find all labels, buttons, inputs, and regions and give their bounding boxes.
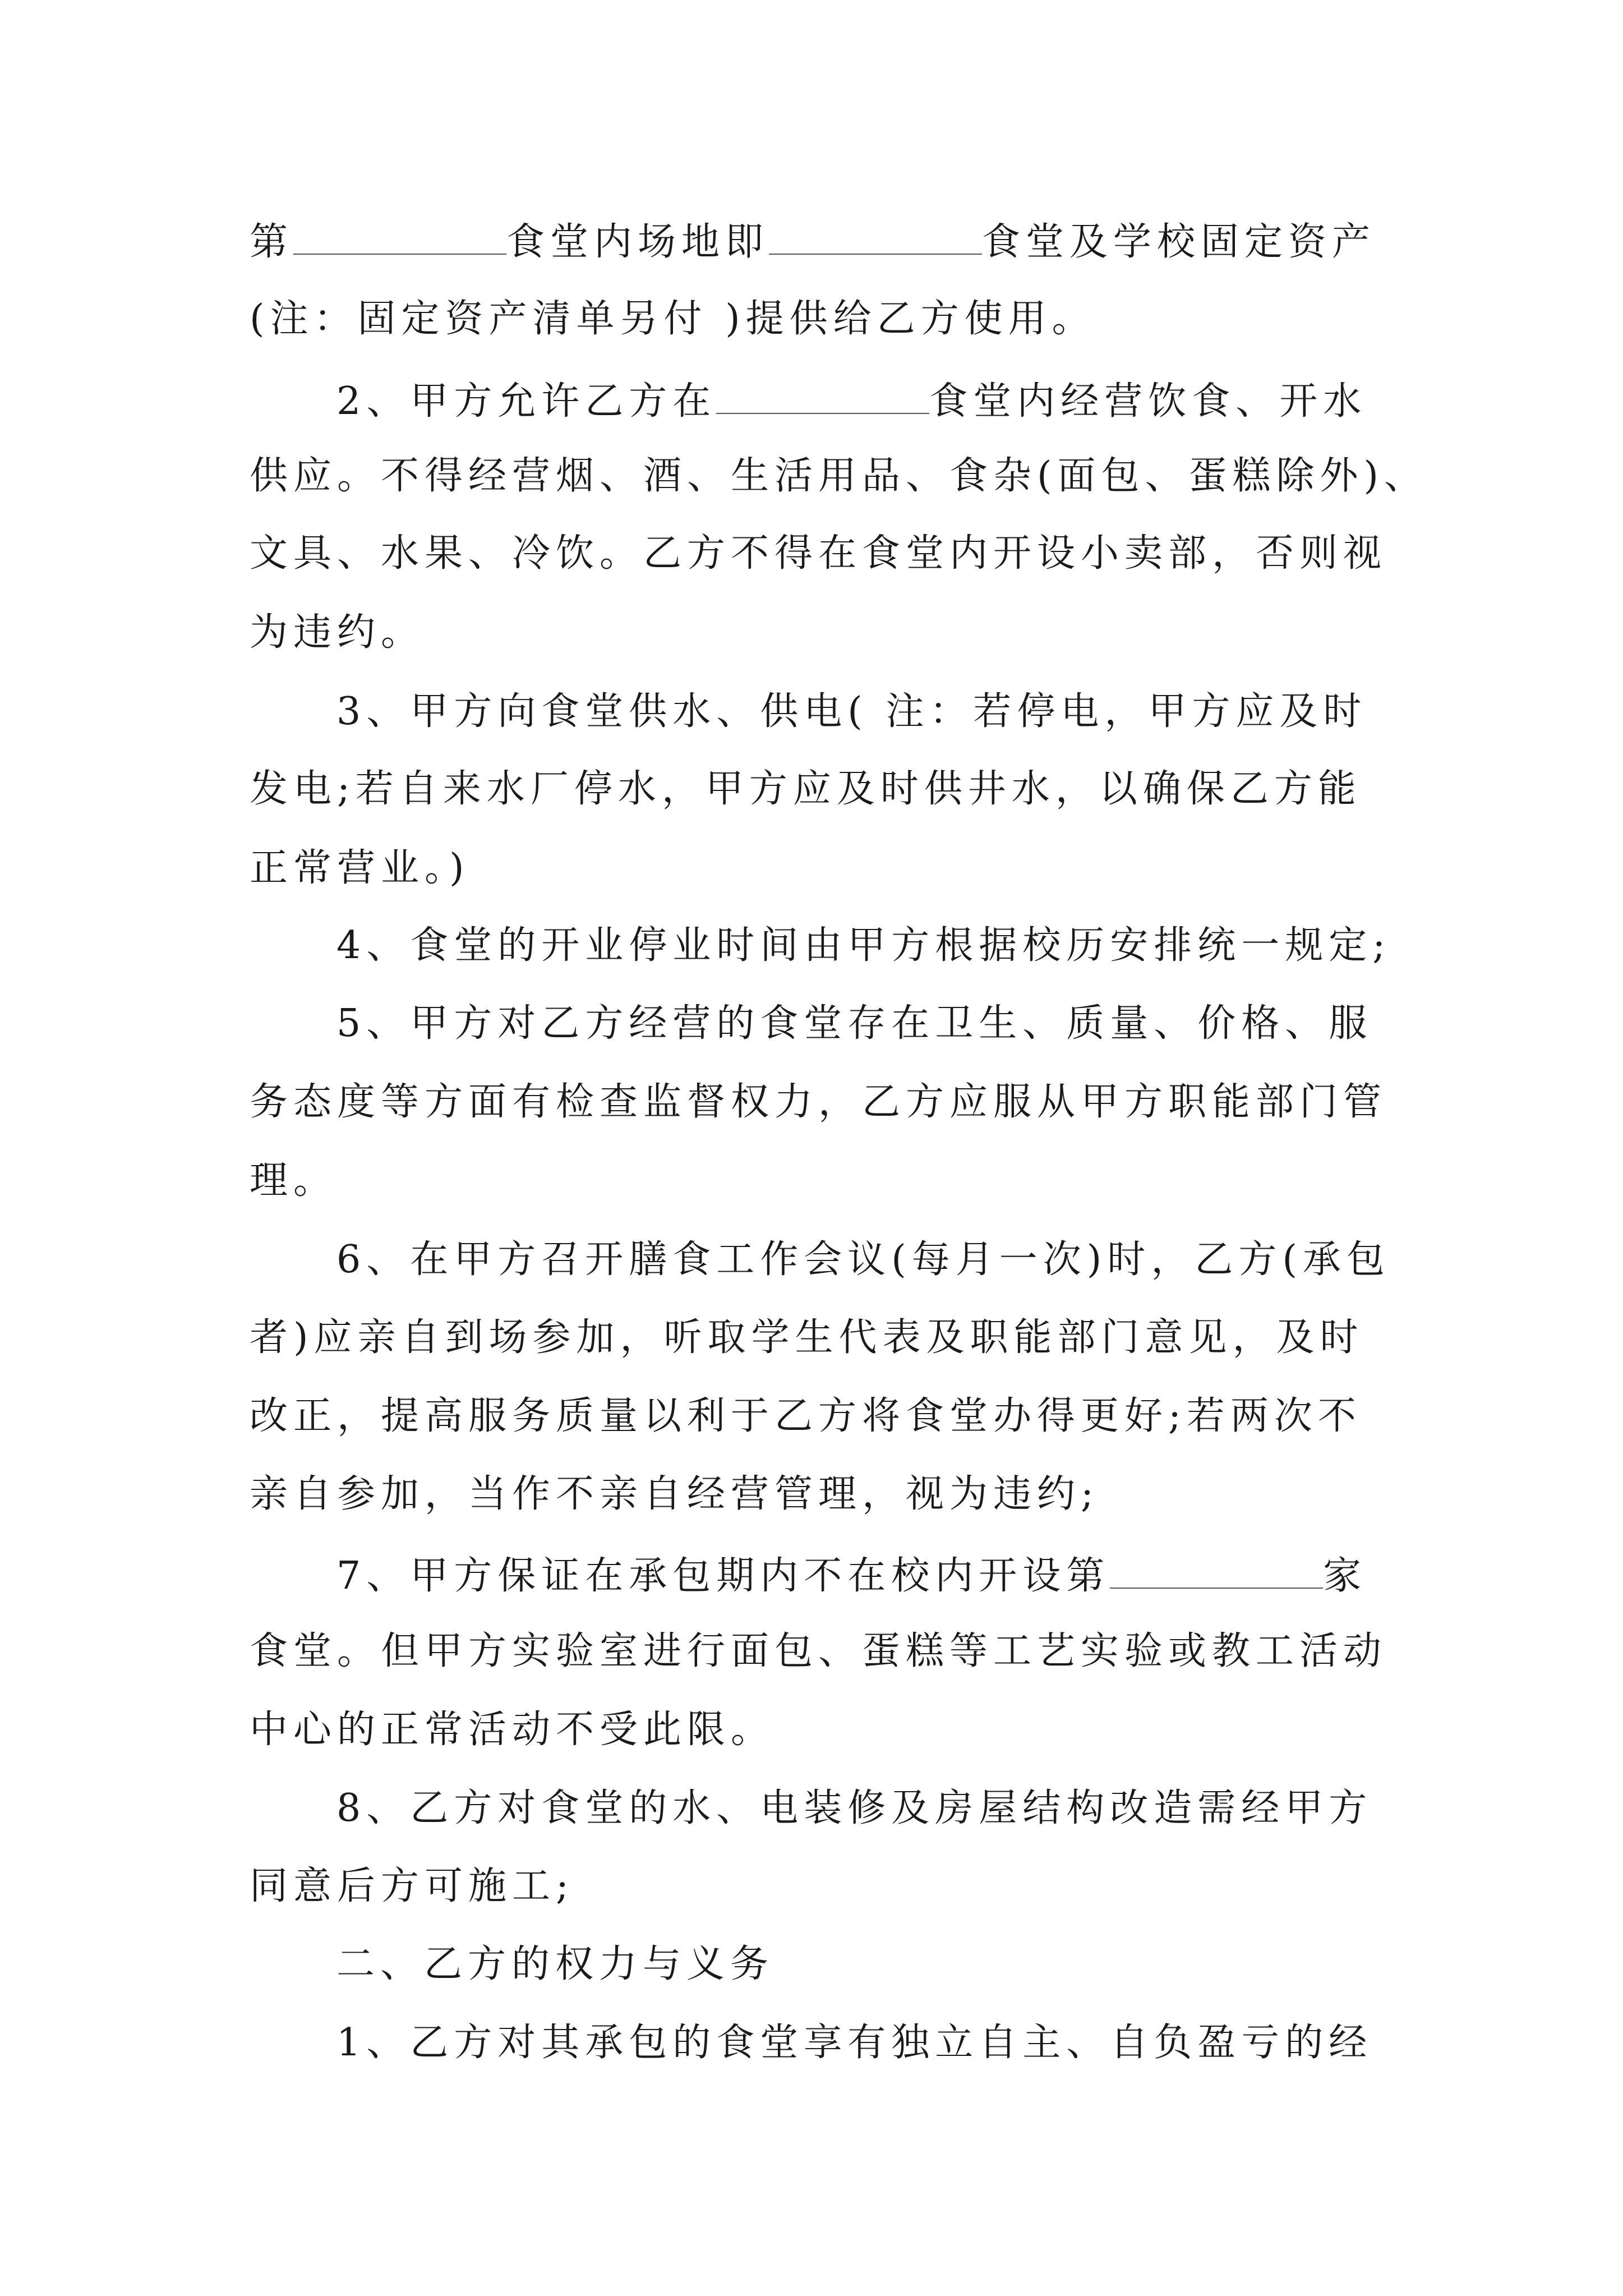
paragraph-start: 1、乙方对其承包的食堂享有独立自主、自负盈亏的经 <box>336 2021 1373 2065</box>
text-line: (注：固定资产清单另付 )提供给乙方使用。 <box>250 297 1096 341</box>
text-line: 务态度等方面有检查监督权力，乙方应服从甲方职能部门管 <box>250 1080 1387 1124</box>
paragraph-start: 5、甲方对乙方经营的食堂存在卫生、质量、价格、服 <box>336 1001 1373 1046</box>
paragraph-start: 3、甲方向食堂供水、供电( 注：若停电，甲方应及时 <box>336 689 1367 734</box>
text-line: 食堂。但甲方实验室进行面包、蛋糕等工艺实验或教工活动 <box>250 1629 1387 1673</box>
text-line: 为违约。 <box>250 610 425 655</box>
fill-in-blank <box>769 220 982 255</box>
text-line: 发电;若自来水厂停水，甲方应及时供井水，以确保乙方能 <box>250 767 1362 811</box>
text-line: 正常营业。) <box>250 846 470 890</box>
paragraph-start: 4、食堂的开业停业时间由甲方根据校历安排统一规定; <box>336 923 1391 968</box>
paragraph-start: 8、乙方对食堂的水、电装修及房屋结构改造需经甲方 <box>336 1786 1373 1830</box>
text-line: 文具、水果、冷饮。乙方不得在食堂内开设小卖部，否则视 <box>250 531 1387 576</box>
text-line: 第 食堂内场地即 食堂及学校固定资产 <box>250 220 1376 264</box>
fill-in-blank <box>716 379 929 414</box>
text-line: 理。 <box>250 1158 338 1203</box>
text-line: 改正，提高服务质量以利于乙方将食堂办得更好;若两次不 <box>250 1394 1362 1438</box>
paragraph-start: 2、甲方允许乙方在 食堂内经营饮食、开水 <box>336 379 1367 424</box>
text-line: 供应。不得经营烟、酒、生活用品、食杂(面包、蛋糕除外)、 <box>250 454 1428 498</box>
fill-in-blank <box>293 220 506 255</box>
fill-in-blank <box>1110 1554 1323 1589</box>
text-line: 者)应亲自到场参加，听取学生代表及职能部门意见，及时 <box>250 1315 1364 1360</box>
text-line: 中心的正常活动不受此限。 <box>250 1708 775 1752</box>
section-heading: 二、乙方的权力与义务 <box>336 1942 774 1986</box>
paragraph-start: 6、在甲方召开膳食工作会议(每月一次)时，乙方(承包 <box>336 1237 1390 1282</box>
text-line: 同意后方可施工; <box>250 1864 574 1908</box>
text-line: 亲自参加，当作不亲自经营管理，视为违约; <box>250 1472 1099 1516</box>
paragraph-start: 7、甲方保证在承包期内不在校内开设第 家 <box>336 1554 1367 1598</box>
